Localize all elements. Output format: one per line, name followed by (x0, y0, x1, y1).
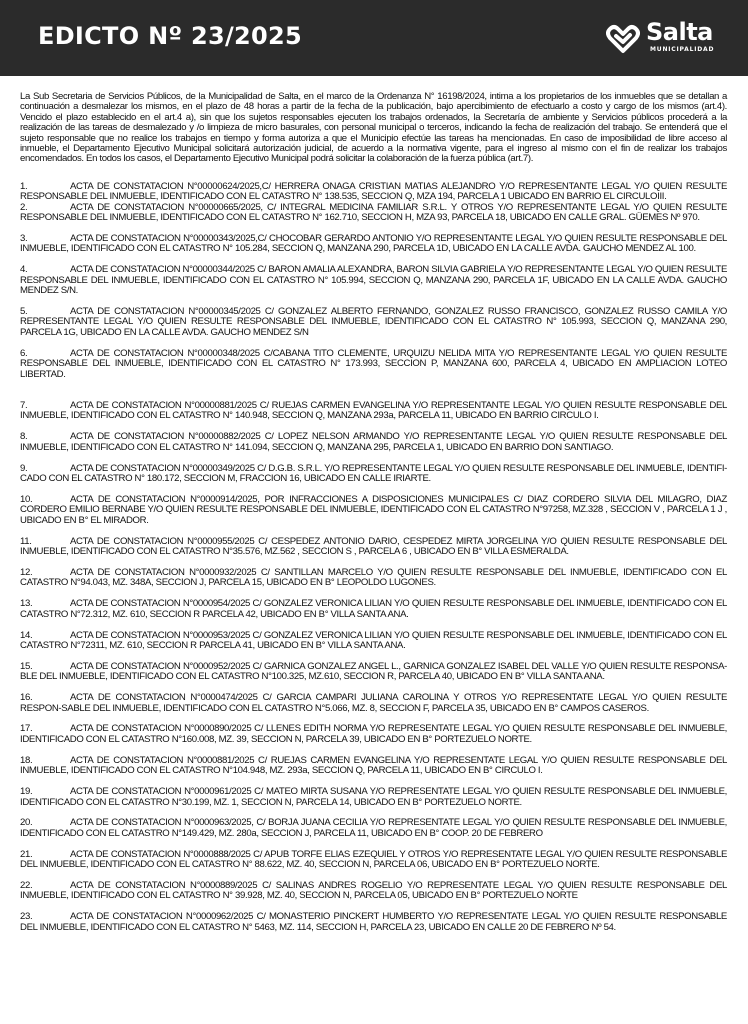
acta-item (20, 850, 727, 871)
acta-item (20, 495, 727, 526)
acta-text: ACTA DE CONSTATACION N°00000882/2025 C/ LOPEZ NELSON ARMANDO Y/O REPRESENTANTE LEGAL Y/O QUIEN RESULTE RESPONSABLE DEL INMUEBLE, IDENTIFICADO CON EL CATASTRO N° 141.094, SECCION Q, MANZANA 295, PARCELA 1, UBICADO EN BARRIO DON SANTIAGO. (20, 431, 727, 453)
acta-text: ACTA DE CONSTATACION N°0000955/2025 C/ CESPEDEZ ANTONIO DARIO, CESPEDEZ MIRTA JORGELINA Y/O QUIEN RESULTE RESPONSABLE DEL INMUEBLE, IDENTIFICADO CON EL CATASTRO N°35.576, MZ.562 , SECCION S , PARCELA 6 , UBICADO EN B° VILLA ESMERALDA. (20, 535, 727, 557)
acta-number: 6. (20, 347, 28, 359)
intro-paragraph: La Sub Secretaria de Servicios Públicos, de la Municipalidad de Salta, en el marco de la Ordenanza N° 16198/2024, intima a los propietarios de los inmuebles que se detallan a continuación a desmalezar los mismos, en el plazo de 48 horas a partir de la fecha de la publicación, bajo apercibimiento de efectuarlo a costo y cargo de los mismos (art.4). Vencido el plazo establecido en el art.4 a), sin que los sujetos responsables ejecuten los trabajos ordenados, la Secretaría de ambiente y Servicios públicos procederá a la realización de las tareas de desmalezado y /o limpieza de micro basurales, con personal municipal o terceros, indicando la fecha de realización del trabajo. Se entenderá que el sujeto responsable que no realice los trabajos en tiempo y forma autoriza a que el Municipio efectúe las tareas ha mencionadas. En caso de imposibilidad de libre acceso al inmueble, el Departamento Ejecutivo Municipal solicitará autorización judicial, de acuerdo a la normativa vigente, para el ingreso al mismo con el fin de realizar los trabajos encomendados. En todos los casos, el Departamento Ejecutivo Municipal podrá solicitar la colaboración de la fuerza pública (art.7). (20, 91, 727, 165)
acta-text: ACTA DE CONSTATACION N°0000954/2025 C/ GONZALEZ VERONICA LILIAN Y/O QUIEN RESULTE RESPONSABLE DEL INMUEBLE, IDENTIFICADO CON EL CATASTRO N°72.312, MZ. 610, SECCION R PARCELA 42, UBICADO EN B° VILLA SANTA ANA. (20, 598, 727, 620)
acta-item (20, 265, 727, 296)
acta-number: 21. (20, 848, 33, 860)
acta-number: 18. (20, 754, 33, 766)
acta-item (20, 464, 727, 485)
acta-item (20, 401, 727, 422)
edict-title: EDICTO Nº 23/2025 (38, 22, 303, 50)
acta-text: ACTA DE CONSTATACION N°0000890/2025 C/ LLENES EDITH NORMA Y/O REPRESENTATE LEGAL Y/O QUIEN RESULTE RESPONSABLE DEL INMUEBLE, IDENTIFICADO CON EL CATASTRO N°160.008, MZ. 39, SECCION N, PARCELA 39, UBICADO EN B° PORTEZUELO NORTE. (20, 723, 727, 745)
acta-item (20, 756, 727, 777)
edict-body (20, 92, 727, 944)
header-bar (0, 0, 748, 76)
acta-text: ACTA DE CONSTATACION N°00000343/2025,C/ CHOCOBAR GERARDO ANTONIO Y/O REPRESENTANTE LEGAL Y/O QUIEN RESULTE RESPONSABLE DEL INMUEBLE, IDENTIFICADO CON EL CATASTRO N° 105.284, SECCION Q, MANZANA 290, PARCELA 1D, UBICADO EN LA CALLE AVDA. GAUCHO MENDEZ AL 100. (20, 232, 727, 255)
acta-number: 4. (20, 264, 28, 276)
acta-item (20, 432, 727, 453)
acta-number: 16. (20, 692, 33, 704)
acta-number: 7. (20, 399, 28, 411)
acta-number: 20. (20, 817, 33, 829)
acta-item (20, 662, 727, 683)
acta-text: ACTA DE CONSTATACION N°0000888/2025 C/ APUB TORFE ELIAS EZEQUIEL Y OTROS Y/O REPRESENTATE LEGAL Y/O QUIEN RESULTE RESPONSABLE DEL INMUEBLE, IDENTIFICADO CON EL CATASTRO N° 88.622, MZ. 40, SECCION N, PARCELA 06, UBICADO EN B° PORTEZUELO NORTE. (20, 848, 727, 871)
acta-text: ACTA DE CONSTATACION N°0000962/2025 C/ MONASTERIO PINCKERT HUMBERTO Y/O REPRESENTATE LEGAL Y/O QUIEN RESULTE RESPONSABLE DEL INMUEBLE, IDENTIFICADO CON EL CATASTRO N° 5463, MZ. 114, SECCION H, PARCELA 23, UBICADO EN CALLE 20 DE FEBRERO Nº 54. (20, 911, 727, 933)
acta-number: 1. (20, 180, 28, 192)
acta-text: ACTA DE CONSTATACION N°00000348/2025 C/CABANA TITO CLEMENTE, URQUIZU NELIDA MITA Y/O REPRESENTANTE LEGAL Y/O QUIEN RESULTE RESPONSABLE DEL INMUEBLE, IDENTIFICADO CON EL CATASTRO N° 173.993, SECCION P, MANZANA 600, PARCELA 4, UBICADO EN AMPLIACION LOTEO LIBERTAD. (20, 347, 727, 380)
logo-wordmark: Salta (646, 18, 713, 46)
acta-number: 2. (20, 201, 28, 213)
acta-number: 23. (20, 911, 33, 923)
acta-text: ACTA DE CONSTATACION N°0000952/2025 C/ GARNICA GONZALEZ ANGEL L., GARNICA GONZALEZ ISABEL DEL VALLE Y/O QUIEN RESULTE RESPONSA-BLE DEL INMUEBLE, IDENTIFICADO CON EL CATASTRO N°100.325, MZ.610, SECCION R, PARCELA 40, UBICADO EN B° VILLA SANTA ANA. (20, 660, 727, 683)
acta-number: 5. (20, 306, 28, 317)
acta-number: 9. (20, 462, 28, 474)
acta-item (20, 912, 727, 933)
acta-text: ACTA DE CONSTATACION N°00000624/2025,C/ HERRERA ONAGA CRISTIAN MATIAS ALEJANDRO Y/O REPRESENTANTE LEGAL Y/O QUIEN RESULTE RESPONSABLE DEL INMUEBLE, IDENTIFICADO CON EL CATASTRO N° 138.535, SECCION Q, MZA 194, PARCELA 1 UBICADO EN BARRIO EL CIRCULOIII. (20, 180, 727, 203)
acta-text: ACTA DE CONSTATACION N°0000963/2025, C/ BORJA JUANA CECILIA Y/O REPRESENTATE LEGAL Y/O QUIEN RESULTE RESPONSABLE DEL INMUEBLE, IDENTIFICADO CON EL CATASTRO N°149.429, MZ. 280a, SECCION J, PARCELA 11, UBICADO EN B° COOP. 20 DE FEBRERO (20, 817, 727, 839)
acta-item (20, 203, 727, 224)
acta-item (20, 307, 727, 338)
acta-item (20, 787, 727, 808)
acta-text: ACTA DE CONSTATACION N°00000349/2025 C/ D.G.B. S.R.L. Y/O REPRESENTANTE LEGAL Y/O QUIEN RESULTE RESPONSABLE DEL INMUEBLE, IDENTIFI-CADO CON EL CATASTRO N° 180.172, SECCION M, FRACCION 16, UBICADO EN CALLE IRIARTE. (20, 462, 727, 484)
acta-item (20, 818, 727, 839)
acta-text: ACTA DE CONSTATACION N°00000344/2025 C/ BARON AMALIA ALEXANDRA, BARON SILVIA GABRIELA Y/O REPRESENTANTE LEGAL Y/O QUIEN RESULTE RESPONSABLE DEL INMUEBLE, IDENTIFICADO CON EL CATASTRO N° 105.994, SECCION Q, MANZANA 290, PARCELA 1F, UBICADO EN LA CALLE AVDA. GAUCHO MENDEZ S/N. (20, 264, 727, 297)
salta-logo (606, 18, 718, 58)
acta-item (20, 234, 727, 255)
acta-number: 8. (20, 431, 28, 443)
acta-number: 11. (20, 535, 32, 547)
acta-item (20, 182, 727, 203)
acta-item (20, 724, 727, 745)
acta-item (20, 881, 727, 902)
acta-number: 19. (20, 786, 33, 798)
acta-item (20, 693, 727, 714)
acta-text: ACTA DE CONSTATACION N°00000665/2025, C/ INTEGRAL MEDICINA FAMILIAR S.R.L. Y OTROS Y/O REPRESENTANTE LEGAL Y/O QUIEN RESULTE RESPONSABLE DEL INMUEBLE, IDENTIFICADO CON EL CATASTRO N° 162.710, SECCION H, MZA 93, PARCELA 18, UBICADO EN CALLE GRAL. GÜEMES Nº 970. (20, 201, 727, 224)
acta-item (20, 568, 727, 589)
acta-text: ACTA DE CONSTATACION N°0000953/2025 C/ GONZALEZ VERONICA LILIAN Y/O QUIEN RESULTE RESPONSABLE DEL INMUEBLE, IDENTIFICADO CON EL CATASTRO N°72311, MZ. 610, SECCION R PARCELA 41, UBICADO EN B° VILLA SANTA ANA. (20, 629, 727, 651)
acta-number: 17. (20, 723, 33, 735)
acta-number: 3. (20, 232, 28, 244)
acta-number: 22. (20, 880, 33, 892)
acta-text: ACTA DE CONSTATACION N°00000345/2025 C/ GONZALEZ ALBERTO FERNANDO, GONZALEZ RUSSO FRANCISCO, GONZALEZ RUSSO CAMILA Y/O REPRESENTANTE LEGAL Y/O QUIEN RESULTE RESPONSABLE DEL INMUEBLE, IDENTIFICADO CON EL CATASTRO N° 105.993, SECCION Q, MANZANA 290, PARCELA 1G, UBICADO EN LA CALLE AVDA. GAUCHO MENDEZ S/N (20, 306, 727, 338)
acta-number: 10. (20, 493, 33, 505)
acta-text: ACTA DE CONSTATACION N°00000881/2025 C/ RUEJAS CARMEN EVANGELINA Y/O REPRESENTANTE LEGAL Y/O QUIEN RESULTE RESPONSABLE DEL INMUEBLE, IDENTIFICADO CON EL CATASTRO N° 140.948, SECCION Q, MANZANA 293a, PARCELA 11, UBICADO EN BARRIO CIRCULO I. (20, 399, 727, 422)
acta-item (20, 537, 727, 558)
acta-number: 13. (20, 598, 33, 610)
acta-text: ACTA DE CONSTATACION N°0000932/2025 C/ SANTILLAN MARCELO Y/O QUIEN RESULTE RESPONSABLE DEL INMUEBLE, IDENTIFICADO CON EL CATASTRO N°94.043, MZ. 348A, SECCION J, PARCELA 15, UBICADO EN B° LEOPOLDO LUGONES. (20, 566, 727, 589)
acta-item (20, 599, 727, 620)
acta-number: 12. (20, 566, 33, 578)
acta-item (20, 631, 727, 652)
acta-text: ACTA DE CONSTATACION N°0000474/2025 C/ GARCIA CAMPARI JULIANA CAROLINA Y OTROS Y/O REPRESENTATE LEGAL Y/O QUIEN RESULTE RESPON-SABLE DEL INMUEBLE, IDENTIFICADO CON EL CATASTRO N°5.066, MZ. 8, SECCION F, PARCELA 35, UBICADO EN B° CAMPOS CASEROS. (20, 692, 727, 714)
acta-text: ACTA DE CONSTATACION N°0000914/2025, POR INFRACCIONES A DISPOSICIONES MUNICIPALES C/ DIAZ CORDERO SILVIA DEL MILAGRO, DIAZ CORDERO EMILIO BERNABE Y/O QUIEN RESULTE RESPONSABLE DEL INMUEBLE, IDENTIFICADO CON EL CATASTRO N°97258, MZ.328 , SECCION V , PARCELA 1 J , UBICADO EN B° EL MIRADOR. (20, 493, 727, 526)
acta-number: 14. (20, 629, 33, 641)
acta-text: ACTA DE CONSTATACION N°0000889/2025 C/ SALINAS ANDRES ROGELIO Y/O REPRESENTATE LEGAL Y/O QUIEN RESULTE RESPONSABLE DEL INMUEBLE, IDENTIFICADO CON EL CATASTRO N° 39.928, MZ. 40, SECCION N, PARCELA 05, UBICADO EN B° PORTEZUELO NORTE (20, 880, 727, 902)
logo-subtitle: MUNICIPALIDAD (650, 46, 715, 53)
acta-text: ACTA DE CONSTATACION N°0000881/2025 C/ RUEJAS CARMEN EVANGELINA Y/O REPRESENTATE LEGAL Y/O QUIEN RESULTE RESPONSABLE DEL INMUEBLE, IDENTIFICADO CON EL CATASTRO N°104.948, MZ. 293a, SECCION Q, PARCELA 11, UBICADO EN B° CIRCULO I. (20, 754, 727, 777)
acta-text: ACTA DE CONSTATACION N°0000961/2025 C/ MATEO MIRTA SUSANA Y/O REPRESENTATE LEGAL Y/O QUIEN RESULTE RESPONSABLE DEL INMUEBLE, IDENTIFICADO CON EL CATASTRO N°30.199, MZ. 1, SECCION N, PARCELA 14, UBICADO EN B° PORTEZUELO NORTE. (20, 786, 727, 808)
acta-list (20, 182, 727, 933)
heart-logo-icon (606, 24, 640, 54)
acta-number: 15. (20, 660, 33, 672)
acta-item (20, 349, 727, 380)
